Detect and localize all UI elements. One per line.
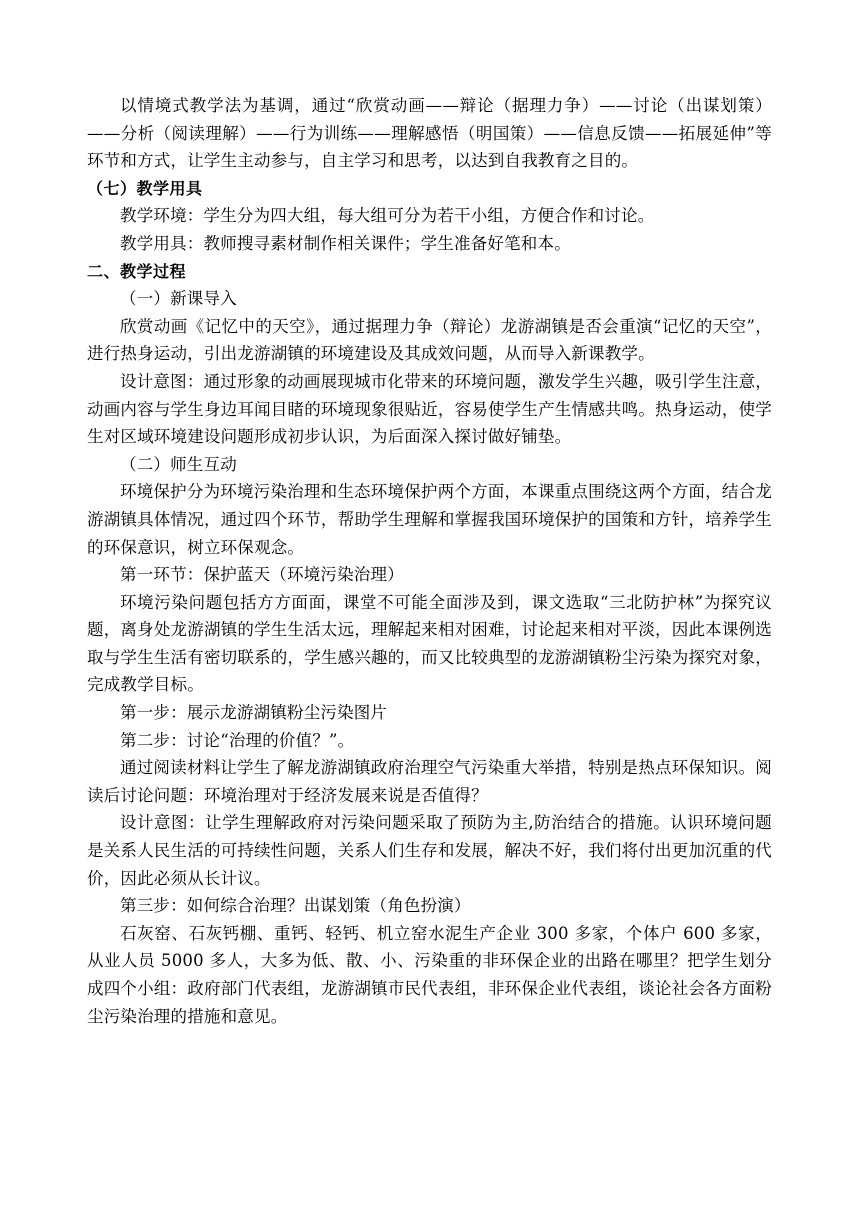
- step-three-line: 第三步：如何综合治理？出谋划策（角色扮演）: [120, 896, 471, 916]
- animation-paragraph: 欣赏动画《记忆中的天空》，通过据理力争（辩论）龙游湖镇是否会重演“记忆的天空”，进行热身运动，引出龙游湖镇的环境建设及其成效问题，从而导入新课教学。: [87, 316, 772, 364]
- link-one-title: 第一环节：保护蓝天（环境污染治理）: [120, 565, 404, 585]
- lime-kiln-paragraph: 石灰窑、石灰钙棚、重钙、轻钙、机立窑水泥生产企业 300 多家，个体户 600 多家，从业人员 5000 多人，大多为低、散、小、污染重的非环保企业的出路在哪里？把学生划分成四个小组：政府部门代表组，龙游湖镇市民代表组，非环保企业代表组，谈论社会各方面粉尘污染治理的措施和意见。: [87, 923, 772, 1026]
- section-heading-teaching-process: 二、教学过程: [87, 261, 187, 281]
- step-one-line: 第一步：展示龙游湖镇粉尘污染图片: [120, 703, 388, 723]
- subheading-teacher-student-interaction: （二）师生互动: [120, 454, 237, 474]
- reading-material-paragraph: 通过阅读材料让学生了解龙游湖镇政府治理空气污染重大举措，特别是热点环保知识。阅读后讨论问题：环境治理对于经济发展来说是否值得？: [87, 758, 772, 805]
- pollution-issues-paragraph: 环境污染问题包括方方面面，课堂不可能全面涉及到，课文选取“三北防护林”为探究议题，离身处龙游湖镇的学生生活太远，理解起来相对困难，讨论起来相对平淡，因此本课例选取与学生生活有密切联系的，学生感兴趣的，而又比较典型的龙游湖镇粉尘污染为探究对象，完成教学目标。: [87, 592, 772, 695]
- step-two-line: 第二步：讨论“治理的价值？”。: [120, 730, 355, 750]
- environment-protection-paragraph: 环境保护分为环境污染治理和生态环境保护两个方面，本课重点围绕这两个方面，结合龙游湖镇具体情况，通过四个环节，帮助学生理解和掌握我国环境保护的国策和方针，培养学生的环保意识，树立环保观念。: [87, 482, 772, 557]
- subheading-new-lesson-intro: （一）新课导入: [120, 289, 237, 309]
- intro-paragraph: 以情境式教学法为基调，通过“欣赏动画——辩论（据理力争）——讨论（出谋划策）——分析（阅读理解）——行为训练——理解感悟（明国策）——信息反馈——拓展延伸”等环节和方式，让学生主动参与，自主学习和思考，以达到自我教育之目的。: [87, 96, 772, 171]
- design-intent-paragraph-1: 设计意图：通过形象的动画展现城市化带来的环境问题，激发学生兴趣，吸引学生注意，动画内容与学生身边耳闻目睹的环境现象很贴近，容易使学生产生情感共鸣。热身运动，使学生对区域环境建设问题形成初步认识，为后面深入探讨做好铺垫。: [87, 371, 772, 447]
- teaching-environment-paragraph: 教学环境：学生分为四大组，每大组可分为若干小组，方便合作和讨论。: [120, 206, 655, 226]
- teaching-tools-paragraph: 教学用具：教师搜寻素材制作相关课件；学生准备好笔和本。: [120, 233, 571, 253]
- document-page: [87, 92, 772, 1030]
- design-intent-paragraph-2: 设计意图：让学生理解政府对污染问题采取了预防为主,防治结合的措施。认识环境问题是关系人民生活的可持续性问题，关系人们生存和发展，解决不好，我们将付出更加沉重的代价，因此必须从长计议。: [87, 813, 772, 888]
- section-heading-teaching-tools: （七）教学用具: [87, 178, 203, 198]
